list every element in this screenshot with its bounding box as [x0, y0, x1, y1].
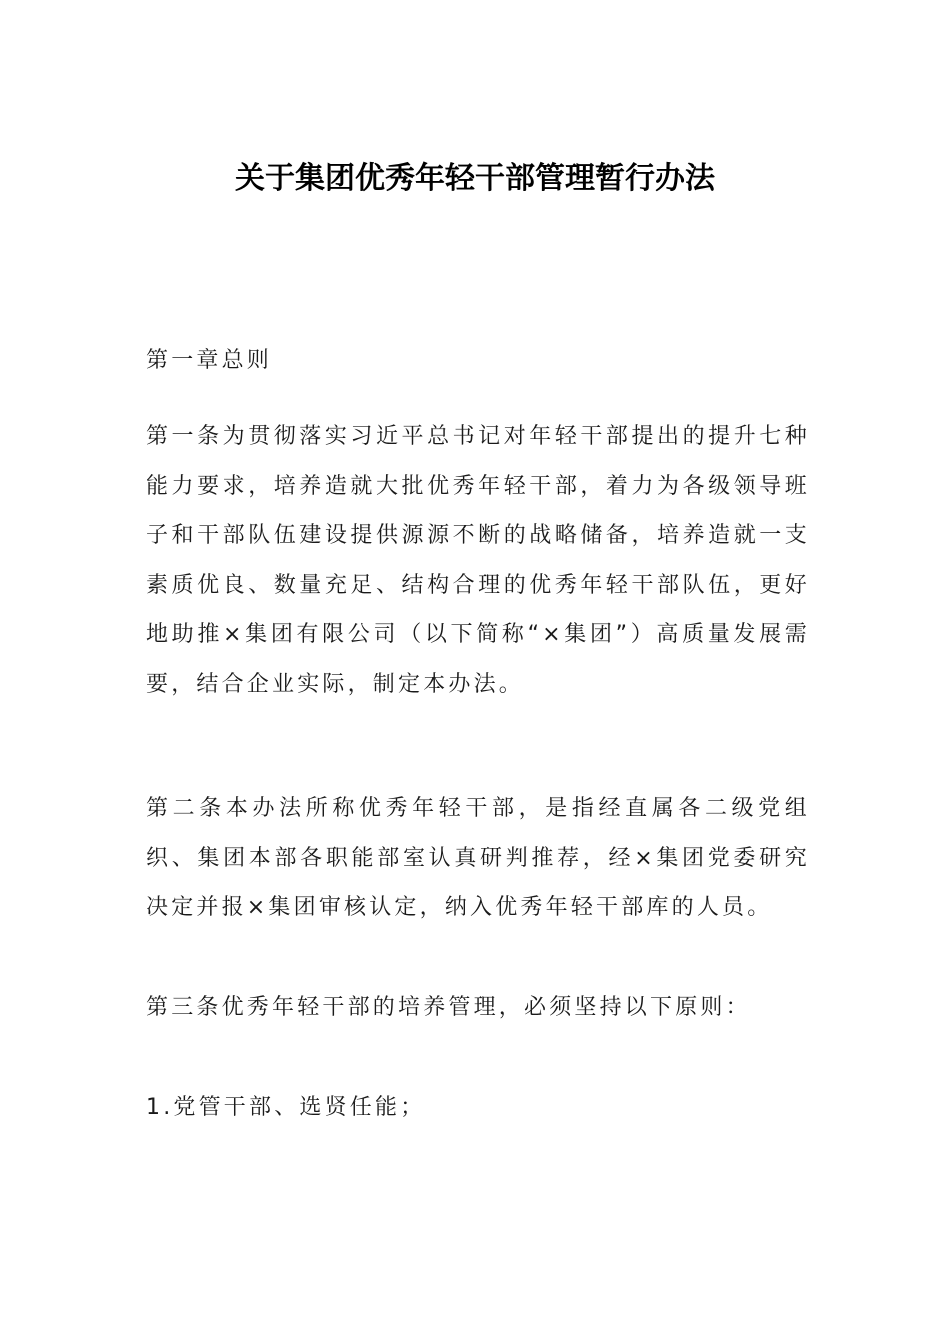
article-3-paragraph: 第三条优秀年轻干部的培养管理，必须坚持以下原则：	[146, 995, 751, 1020]
document-title: 关于集团优秀年轻干部管理暂行办法	[235, 161, 715, 196]
article-1-paragraph: 第一条为贯彻落实习近平总书记对年轻干部提出的提升七种能力要求，培养造就大批优秀年轻干部，着力为各级领导班子和干部队伍建设提供源源不断的战略储备，培养造就一支素质优良、数量充足、结构合理的优秀年轻干部队伍，更好地助推×集团有限公司（以下简称“×集团”）高质量发展需要，结合企业实际，制定本办法。	[146, 424, 810, 697]
principle-item-1: 1.党管干部、选贤任能；	[146, 1095, 426, 1120]
article-2-paragraph: 第二条本办法所称优秀年轻干部，是指经直属各二级党组织、集团本部各职能部室认真研判推荐，经×集团党委研究决定并报×集团审核认定，纳入优秀年轻干部库的人员。	[146, 796, 810, 920]
chapter-heading: 第一章总则	[146, 348, 273, 373]
